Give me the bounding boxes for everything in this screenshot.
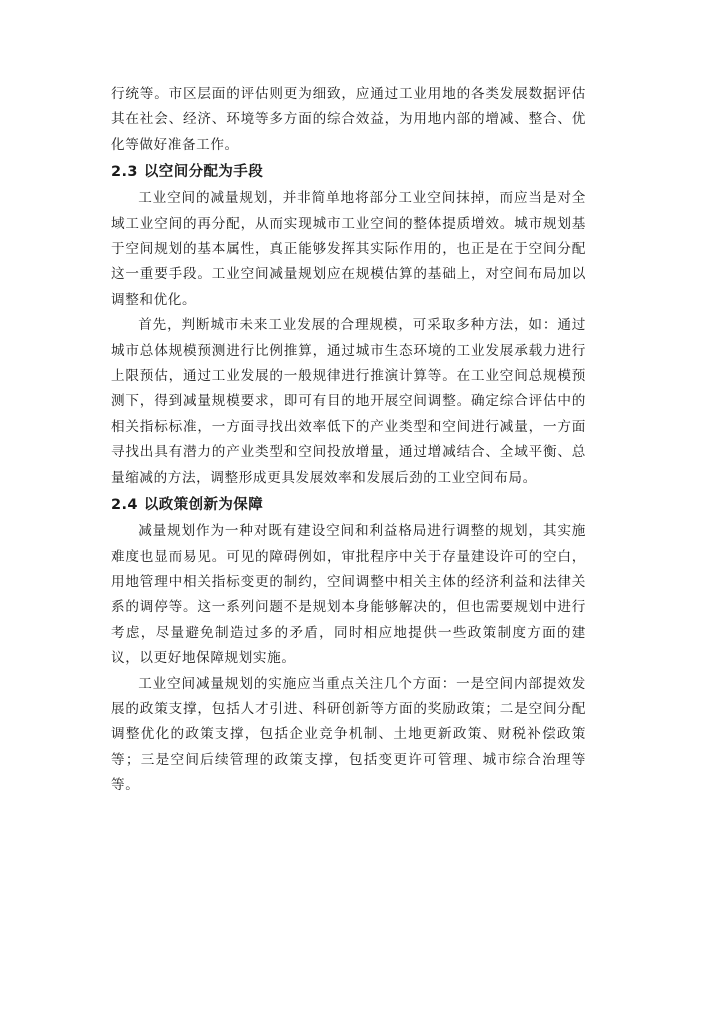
section-heading xyxy=(111,493,586,518)
body-paragraph: 减量规划作为一种对既有建设空间和利益格局进行调整的规划，其实施难度也显而易见。可见的障碍例如，审批程序中关于存量建设许可的空白，用地管理中相关指标变更的制约，空间调整中相关主体的经济利益和法律关系的调停等。这一系列问题不是规划本身能够解决的，但也需要规划中进行考虑，尽量避免制造过多的矛盾，同时相应地提供一些政策制度方面的建议，以更好地保障规划实施。 xyxy=(111,523,586,667)
section-number: 2.4 xyxy=(111,497,138,514)
section-title: 以空间分配为手段 xyxy=(143,164,264,181)
body-paragraph: 行统等。市区层面的评估则更为细致，应通过工业用地的各类发展数据评估其在社会、经济、环境等多方面的综合效益，为用地内部的增减、整合、优化等做好准备工作。 xyxy=(111,86,586,153)
body-paragraph: 工业空间的减量规划，并非简单地将部分工业空间抹掉，而应当是对全域工业空间的再分配，从而实现城市工业空间的整体提质增效。城市规划基于空间规划的基本属性，真正能够发挥其实际作用的，也正是在于空间分配这一重要手段。工业空间减量规划应在规模估算的基础上，对空间布局加以调整和优化。 xyxy=(111,190,586,308)
section-title: 以政策创新为保障 xyxy=(143,497,264,514)
document-page xyxy=(111,82,586,799)
body-paragraph: 首先，判断城市未来工业发展的合理规模，可采取多种方法，如：通过城市总体规模预测进行比例推算，通过城市生态环境的工业发展承载力进行上限预估，通过工业发展的一般规律进行推演计算等。在工业空间总规模预测下，得到减量规模要求，即可有目的地开展空间调整。确定综合评估中的相关指标标准，一方面寻找出效率低下的产业类型和空间进行减量，一方面寻找出具有潜力的产业类型和空间投放增量，通过增减结合、全域平衡、总量缩减的方法，调整形成更具发展效率和发展后劲的工业空间布局。 xyxy=(111,317,586,486)
body-paragraph: 工业空间减量规划的实施应当重点关注几个方面：一是空间内部提效发展的政策支撑，包括人才引进、科研创新等方面的奖励政策；二是空间分配调整优化的政策支撑，包括企业竞争机制、土地更新政策、财税补偿政策等；三是空间后续管理的政策支撑，包括变更许可管理、城市综合治理等等。 xyxy=(111,675,586,794)
section-heading xyxy=(111,160,586,185)
section-number: 2.3 xyxy=(111,164,138,181)
